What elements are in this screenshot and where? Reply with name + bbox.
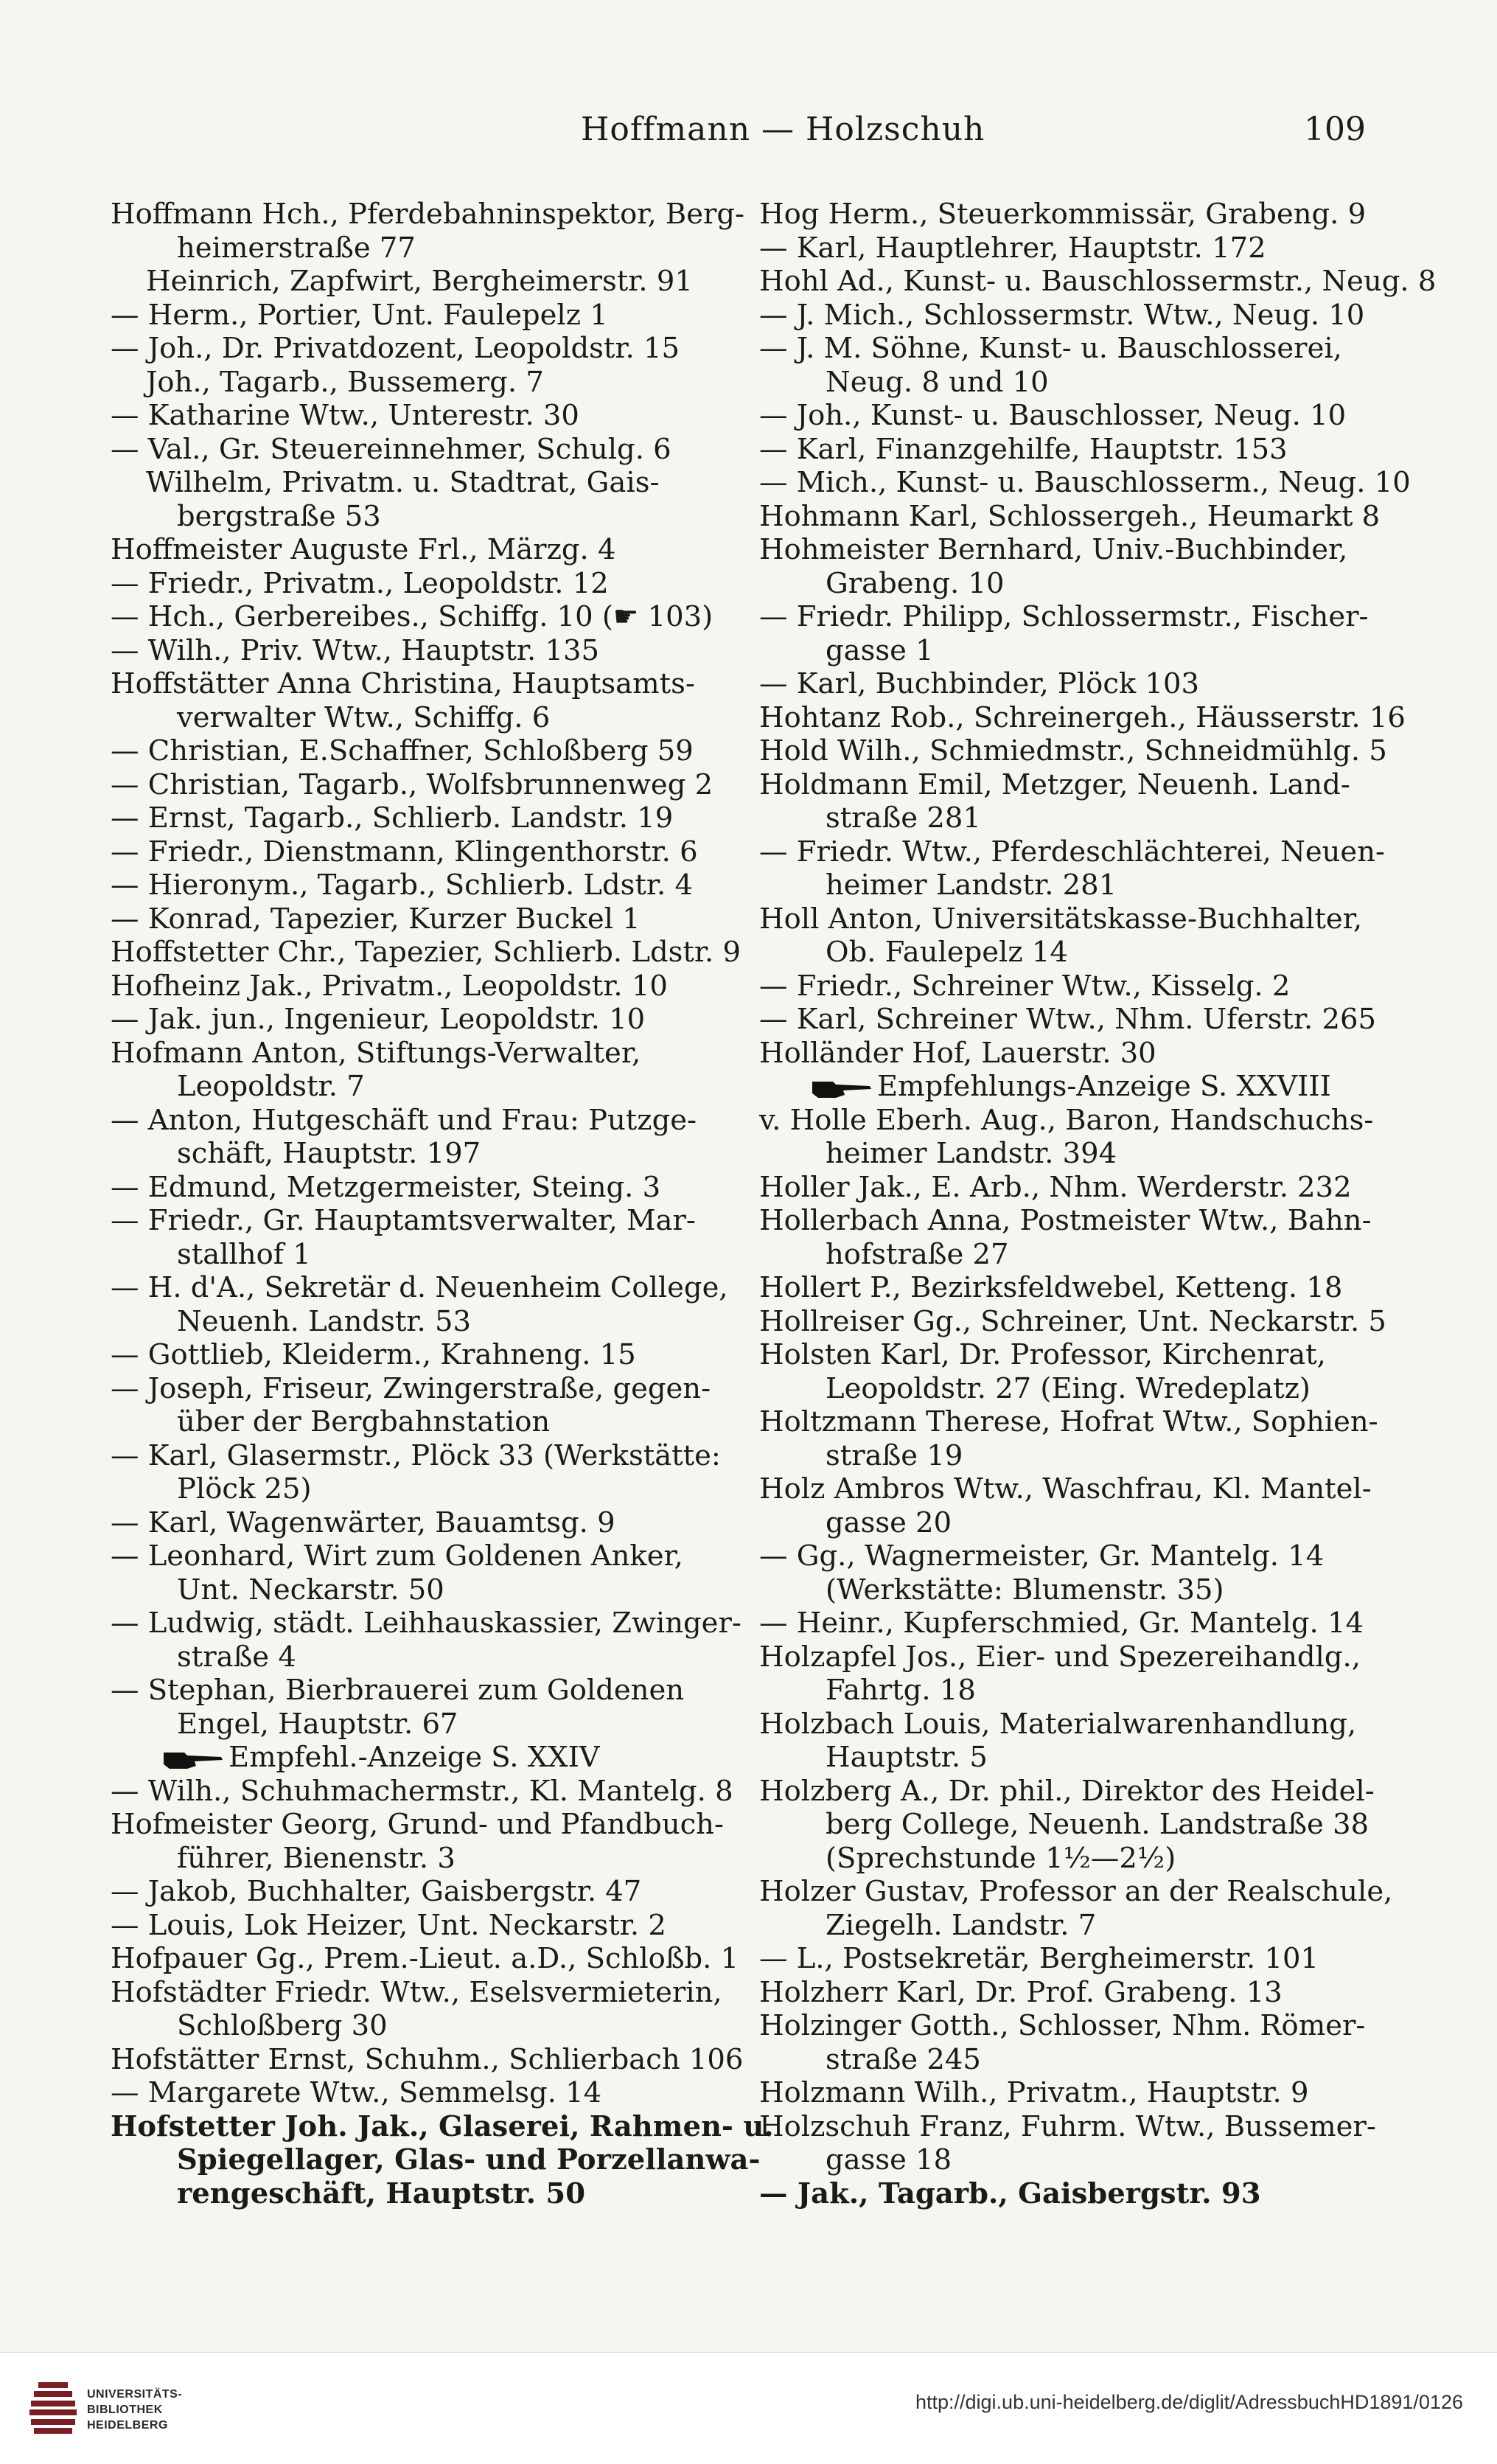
directory-entry-line — [759, 1842, 1364, 1876]
directory-entry-line — [111, 1674, 730, 1708]
entry-text: Hauptstr. 5 — [826, 1741, 988, 1774]
directory-entry-line — [759, 667, 1364, 701]
directory-entry-line — [759, 1942, 1364, 1976]
directory-entry-line — [759, 265, 1437, 299]
directory-entry-line — [111, 1204, 730, 1238]
directory-entry-line — [111, 1372, 730, 1406]
directory-entry-line — [111, 533, 730, 567]
entry-text: Empfehlungs-Anzeige S. XXVIII — [877, 1070, 1331, 1103]
entry-text: Grabeng. 10 — [826, 566, 1005, 600]
directory-entry-line — [759, 2043, 1364, 2077]
entry-text: Hofstädter Friedr. Wtw., Eselsvermieterin, — [111, 1975, 722, 2009]
directory-entry-line — [759, 1640, 1364, 1674]
entry-text: — Wilh., Schuhmachermstr., Kl. Mantelg. 8 — [111, 1774, 733, 1808]
entry-text: — Joh., Kunst- u. Bauschlosser, Neug. 10 — [759, 399, 1347, 432]
entry-text: — Ludwig, städt. Leihhauskassier, Zwinger- — [111, 1607, 741, 1640]
entry-text: — J. M. Söhne, Kunst- u. Bauschlosserei, — [759, 332, 1342, 365]
entry-text: v. Holle Eberh. Aug., Baron, Handschuchs- — [759, 1103, 1374, 1137]
directory-entry-line — [759, 700, 1406, 735]
directory-entry-line — [111, 2177, 730, 2211]
entry-text: Holzapfel Jos., Eier- und Spezereihandlg., — [759, 1640, 1361, 1674]
entry-text: Holländer Hof, Lauerstr. 30 — [759, 1036, 1156, 1070]
directory-entry-line — [759, 1506, 1364, 1540]
directory-entry-line — [111, 1942, 739, 1976]
directory-entry-line — [111, 1070, 730, 1104]
directory-entry-line — [111, 1238, 730, 1272]
entry-text: Hohl Ad., Kunst- u. Bauschlossermstr., Neug. 8 — [759, 265, 1437, 298]
directory-entry-line — [759, 1875, 1393, 1909]
directory-entry-line — [111, 1976, 730, 2010]
entry-text: — Jak. jun., Ingenieur, Leopoldstr. 10 — [111, 1003, 646, 1036]
entry-text: heimerstraße 77 — [177, 231, 416, 265]
entry-text: Leopoldstr. 27 (Eing. Wredeplatz) — [826, 1371, 1311, 1405]
directory-entry-line — [759, 299, 1364, 333]
directory-entry-line — [111, 1271, 730, 1305]
directory-entry-line — [111, 1171, 730, 1205]
directory-entry-line — [759, 835, 1385, 869]
directory-entry-line — [111, 1104, 730, 1138]
entry-text: hofstraße 27 — [826, 1237, 1009, 1271]
entry-text: Hohmann Karl, Schlossergeh., Heumarkt 8 — [759, 499, 1381, 533]
entry-text: Holzmann Wilh., Privatm., Hauptstr. 9 — [759, 2076, 1309, 2109]
directory-entry-line — [759, 1741, 1364, 1775]
entry-text: Holzherr Karl, Dr. Prof. Grabeng. 13 — [759, 1975, 1283, 2009]
directory-entry-line — [111, 500, 730, 534]
library-logo-icon — [29, 2382, 77, 2434]
directory-entry-line — [759, 433, 1364, 467]
directory-entry-line — [111, 1741, 730, 1775]
directory-entry-line — [759, 1271, 1364, 1305]
entry-text: — Karl, Hauptlehrer, Hauptstr. 172 — [759, 231, 1266, 265]
entry-text: straße 19 — [826, 1438, 963, 1472]
entry-text: Neuenh. Landstr. 53 — [177, 1304, 471, 1338]
entry-text: Hofheinz Jak., Privatm., Leopoldstr. 10 — [111, 969, 668, 1003]
entry-text: — J. Mich., Schlossermstr. Wtw., Neug. 10 — [759, 298, 1365, 332]
entry-text: — Hieronym., Tagarb., Schlierb. Ldstr. 4 — [111, 869, 694, 902]
directory-entry-line — [759, 1976, 1364, 2010]
directory-entry-line — [111, 299, 730, 333]
pointing-hand-icon — [162, 1748, 224, 1770]
entry-text: Hoffstätter Anna Christina, Hauptsamts- — [111, 667, 695, 700]
entry-text: Hollreiser Gg., Schreiner, Unt. Neckarstr. 5 — [759, 1304, 1386, 1338]
directory-entry-line — [111, 701, 730, 735]
directory-entry-line — [759, 2009, 1364, 2043]
directory-entry-line — [759, 567, 1364, 601]
entry-text: bergstraße 53 — [177, 499, 381, 533]
directory-entry-line — [759, 1808, 1369, 1842]
directory-entry-line — [111, 1909, 730, 1943]
directory-entry-line — [759, 1774, 1375, 1809]
directory-entry-line — [111, 567, 730, 601]
logo-line: HEIDELBERG — [87, 2419, 168, 2432]
entry-text: Holzberg A., Dr. phil., Direktor des Heidel- — [759, 1774, 1375, 1808]
directory-entry-line — [759, 1003, 1376, 1037]
directory-entry-line — [759, 366, 1364, 400]
pointing-hand-icon — [811, 1077, 873, 1099]
directory-entry-line — [111, 970, 730, 1003]
entry-text: — Joseph, Friseur, Zwingerstraße, gegen- — [111, 1371, 711, 1405]
directory-entry-line — [111, 1506, 730, 1540]
entry-text: — Gg., Wagnermeister, Gr. Mantelg. 14 — [759, 1539, 1325, 1573]
entry-text: — H. d'A., Sekretär d. Neuenheim College, — [111, 1271, 728, 1304]
entry-text: gasse 18 — [826, 2143, 952, 2176]
directory-entry-line — [759, 1070, 1364, 1104]
directory-entry-line — [759, 970, 1364, 1003]
directory-entry-line — [759, 198, 1367, 232]
directory-entry-line — [759, 1238, 1364, 1272]
running-head-title: Hoffmann — Holzschuh — [581, 111, 985, 148]
directory-entry-line — [111, 1003, 730, 1037]
entry-text: straße 245 — [826, 2042, 981, 2076]
running-head — [0, 111, 1497, 155]
directory-entry-line — [759, 2143, 1364, 2177]
directory-entry-line — [111, 399, 730, 433]
entry-text: Hollerbach Anna, Postmeister Wtw., Bahn- — [759, 1204, 1372, 1237]
entry-text: führer, Bienenstr. 3 — [177, 1841, 456, 1875]
directory-entry-line — [111, 1305, 730, 1339]
directory-entry-line — [759, 399, 1364, 433]
entry-text: — Anton, Hutgeschäft und Frau: Putzge- — [111, 1103, 697, 1137]
directory-entry-line — [759, 600, 1369, 634]
entry-text: Hofpauer Gg., Prem.-Lieut. a.D., Schloßb. 1 — [111, 1942, 739, 1975]
directory-entry-line — [759, 2076, 1364, 2110]
directory-entry-line — [759, 1304, 1386, 1339]
directory-entry-line — [111, 835, 730, 869]
directory-entry-line — [111, 600, 730, 634]
directory-entry-line — [111, 198, 745, 232]
entry-text: — Christian, E.Schaffner, Schloßberg 59 — [111, 734, 694, 768]
directory-entry-line — [111, 936, 741, 970]
directory-entry-line — [111, 1137, 730, 1171]
entry-text: straße 281 — [826, 801, 981, 835]
directory-entry-line — [759, 499, 1381, 534]
entry-text: gasse 1 — [826, 633, 934, 667]
entry-text: Unt. Neckarstr. 50 — [177, 1573, 444, 1607]
directory-entry-line — [111, 1640, 730, 1674]
entry-text: Spiegellager, Glas- und Porzellanwa- — [177, 2143, 761, 2176]
directory-entry-line — [111, 634, 730, 668]
directory-entry-line — [111, 869, 730, 902]
entry-text: Plöck 25) — [177, 1472, 312, 1506]
directory-entry-line — [111, 1708, 730, 1741]
entry-text: berg College, Neuenh. Landstraße 38 — [826, 1808, 1369, 1841]
directory-entry-line — [759, 1405, 1378, 1439]
entry-text: Heinrich, Zapfwirt, Bergheimerstr. 91 — [146, 265, 693, 298]
source-url-link[interactable]: http://digi.ub.uni-heidelberg.de/diglit/AdressbuchHD1891/0126 — [915, 2391, 1463, 2413]
entry-text: Holz Ambros Wtw., Waschfrau, Kl. Mantel- — [759, 1472, 1372, 1506]
entry-text: — Friedr., Gr. Hauptamtsverwalter, Mar- — [111, 1204, 696, 1237]
directory-entry-line — [111, 1472, 730, 1506]
entry-text: — Hch., Gerbereibes., Schiffg. 10 (☛ 103) — [111, 600, 713, 633]
entry-text: Ziegelh. Landstr. 7 — [826, 1908, 1097, 1942]
directory-entry-line — [111, 902, 730, 936]
entry-text: — Friedr., Dienstmann, Klingenthorstr. 6 — [111, 835, 698, 869]
directory-entry-line — [111, 2076, 730, 2110]
directory-entry-line — [759, 1037, 1364, 1071]
entry-text: (Werkstätte: Blumenstr. 35) — [826, 1573, 1224, 1607]
entry-text: — Jak., Tagarb., Gaisbergstr. 93 — [759, 2176, 1261, 2210]
directory-entry-line — [759, 1338, 1364, 1372]
entry-text: — Friedr., Schreiner Wtw., Kisselg. 2 — [759, 969, 1291, 1003]
entry-text: gasse 20 — [826, 1506, 952, 1539]
entry-text: Fahrtg. 18 — [826, 1674, 976, 1707]
entry-text: Empfehl.-Anzeige S. XXIV — [228, 1741, 600, 1774]
directory-entry-line — [111, 1439, 730, 1473]
entry-text: (Sprechstunde 1½—2½) — [826, 1841, 1176, 1875]
directory-entry-line — [759, 1372, 1364, 1406]
directory-entry-line — [111, 2042, 744, 2077]
entry-text: — L., Postsekretär, Bergheimerstr. 101 — [759, 1942, 1319, 1975]
entry-text: — Stephan, Bierbrauerei zum Goldenen — [111, 1674, 685, 1707]
directory-entry-line — [759, 332, 1364, 366]
entry-text: Hofstetter Joh. Jak., Glaserei, Rahmen- u. — [111, 2109, 774, 2143]
directory-entry-line — [759, 533, 1364, 567]
directory-entry-line — [111, 366, 730, 400]
entry-text: heimer Landstr. 394 — [826, 1137, 1117, 1170]
entry-text: — Val., Gr. Steuereinnehmer, Schulg. 6 — [111, 432, 671, 466]
directory-entry-line — [759, 2177, 1364, 2211]
entry-text: — Karl, Wagenwärter, Bauamtsg. 9 — [111, 1506, 615, 1539]
library-logo[interactable] — [29, 2382, 251, 2441]
entry-text: rengeschäft, Hauptstr. 50 — [177, 2176, 586, 2210]
directory-entry-line — [759, 232, 1364, 265]
entry-text: Hofmann Anton, Stiftungs-Verwalter, — [111, 1036, 641, 1070]
directory-entry-line — [759, 466, 1411, 500]
entry-text: — Karl, Glasermstr., Plöck 33 (Werkstätte: — [111, 1438, 721, 1472]
directory-entry-line — [111, 734, 730, 768]
directory-entry-line — [111, 466, 730, 500]
entry-text: Hofstätter Ernst, Schuhm., Schlierbach 106 — [111, 2042, 744, 2076]
directory-entry-line — [759, 1573, 1364, 1607]
entry-text: — Friedr. Philipp, Schlossermstr., Fischer- — [759, 600, 1369, 633]
entry-text: Schloßberg 30 — [177, 2009, 388, 2042]
entry-text: Holl Anton, Universitätskasse-Buchhalter, — [759, 902, 1363, 936]
directory-entry-line — [759, 1674, 1364, 1708]
directory-entry-line — [111, 1842, 730, 1876]
entry-text: — Konrad, Tapezier, Kurzer Buckel 1 — [111, 902, 641, 936]
directory-entry-line — [111, 1573, 730, 1607]
directory-entry-line — [111, 332, 730, 366]
entry-text: Wilhelm, Privatm. u. Stadtrat, Gais- — [146, 466, 660, 499]
directory-entry-line — [111, 2009, 730, 2043]
entry-text: — Ernst, Tagarb., Schlierb. Landstr. 19 — [111, 801, 674, 835]
entry-text: — Margarete Wtw., Semmelsg. 14 — [111, 2076, 602, 2109]
directory-entry-line — [759, 1909, 1364, 1943]
entry-text: Holzer Gustav, Professor an der Realschule, — [759, 1875, 1393, 1908]
directory-entry-line — [759, 1607, 1364, 1640]
logo-line: BIBLIOTHEK — [87, 2404, 163, 2416]
directory-entry-line — [111, 2109, 774, 2144]
directory-entry-line — [111, 1037, 730, 1071]
directory-entry-line — [759, 936, 1364, 970]
directory-entry-line — [759, 1439, 1364, 1473]
directory-entry-line — [111, 1875, 730, 1909]
entry-text: Holzinger Gotth., Schlosser, Nhm. Römer- — [759, 2009, 1366, 2042]
entry-text: — Friedr. Wtw., Pferdeschlächterei, Neuen- — [759, 835, 1385, 869]
entry-text: stallhof 1 — [177, 1237, 311, 1271]
entry-text: Joh., Tagarb., Bussemerg. 7 — [146, 365, 544, 399]
entry-text: — Herm., Portier, Unt. Faulepelz 1 — [111, 298, 608, 332]
entry-text: — Louis, Lok Heizer, Unt. Neckarstr. 2 — [111, 1908, 666, 1942]
entry-text: Engel, Hauptstr. 67 — [177, 1707, 458, 1741]
entry-text: Holtzmann Therese, Hofrat Wtw., Sophien- — [759, 1405, 1378, 1438]
entry-text: schäft, Hauptstr. 197 — [177, 1137, 481, 1170]
entry-text: Hofmeister Georg, Grund- und Pfandbuch- — [111, 1808, 724, 1841]
entry-text: — Mich., Kunst- u. Bauschlosserm., Neug. 10 — [759, 466, 1411, 499]
directory-entry-line — [111, 265, 730, 299]
entry-text: Leopoldstr. 7 — [177, 1070, 365, 1103]
entry-text: über der Bergbahnstation — [177, 1405, 551, 1438]
library-logo-text — [87, 2387, 182, 2433]
entry-text: Hoffmeister Auguste Frl., Märzg. 4 — [111, 533, 616, 566]
directory-entry-line — [759, 1472, 1372, 1506]
footer-bar — [0, 2352, 1497, 2464]
entry-text: Hohmeister Bernhard, Univ.-Buchbinder, — [759, 533, 1348, 566]
directory-entry-line — [759, 2109, 1376, 2144]
directory-entry-line — [111, 667, 730, 701]
entry-text: Holler Jak., E. Arb., Nhm. Werderstr. 232 — [759, 1170, 1352, 1204]
directory-entry-line — [111, 1539, 730, 1573]
entry-text: — Gottlieb, Kleiderm., Krahneng. 15 — [111, 1338, 636, 1371]
entry-text: — Karl, Buchbinder, Plöck 103 — [759, 667, 1199, 700]
entry-text: — Jakob, Buchhalter, Gaisbergstr. 47 — [111, 1875, 642, 1908]
directory-entry-line — [759, 902, 1364, 936]
directory-entry-line — [111, 1338, 730, 1372]
entry-text: — Christian, Tagarb., Wolfsbrunnenweg 2 — [111, 768, 713, 801]
directory-entry-line — [759, 734, 1387, 768]
directory-entry-line — [111, 2143, 761, 2177]
directory-entry-line — [111, 1607, 741, 1640]
directory-entry-line — [111, 1774, 733, 1809]
entry-text: Hoffmann Hch., Pferdebahninspektor, Berg- — [111, 198, 745, 231]
entry-text: straße 4 — [177, 1640, 296, 1674]
directory-entry-line — [759, 1204, 1372, 1238]
directory-entry-line — [111, 1808, 730, 1842]
directory-entry-line — [111, 232, 730, 265]
directory-entry-line — [759, 1539, 1364, 1573]
entry-text: — Edmund, Metzgermeister, Steing. 3 — [111, 1170, 661, 1204]
directory-entry-line — [111, 1405, 730, 1439]
directory-entry-line — [759, 1708, 1364, 1741]
entry-text: Holzschuh Franz, Fuhrm. Wtw., Bussemer- — [759, 2109, 1376, 2143]
directory-entry-line — [111, 768, 730, 802]
right-column — [759, 198, 1437, 2210]
entry-text: Holzbach Louis, Materialwarenhandlung, — [759, 1707, 1357, 1741]
entry-text: — Joh., Dr. Privatdozent, Leopoldstr. 15 — [111, 332, 680, 365]
page-number: 109 — [1304, 111, 1366, 148]
entry-text: — Karl, Finanzgehilfe, Hauptstr. 153 — [759, 432, 1288, 466]
logo-line: UNIVERSITÄTS- — [87, 2388, 183, 2401]
entry-text: Holsten Karl, Dr. Professor, Kirchenrat, — [759, 1338, 1326, 1371]
entry-text: — Katharine Wtw., Unterestr. 30 — [111, 399, 579, 432]
directory-entry-line — [759, 634, 1364, 668]
entry-text: Hold Wilh., Schmiedmstr., Schneidmühlg. 5 — [759, 734, 1387, 768]
directory-entry-line — [759, 1137, 1364, 1171]
directory-entry-line — [759, 869, 1364, 902]
entry-text: — Heinr., Kupferschmied, Gr. Mantelg. 14 — [759, 1607, 1364, 1640]
left-column — [111, 198, 774, 2210]
entry-text: — Leonhard, Wirt zum Goldenen Anker, — [111, 1539, 683, 1573]
entry-text: heimer Landstr. 281 — [826, 869, 1117, 902]
entry-text: Ob. Faulepelz 14 — [826, 936, 1068, 969]
entry-text: — Friedr., Privatm., Leopoldstr. 12 — [111, 566, 609, 600]
directory-entry-line — [759, 1171, 1364, 1205]
entry-text: Hog Herm., Steuerkommissär, Grabeng. 9 — [759, 198, 1367, 231]
directory-entry-line — [111, 801, 730, 835]
entry-text: Hoffstetter Chr., Tapezier, Schlierb. Ldstr. 9 — [111, 936, 741, 969]
entry-text: — Karl, Schreiner Wtw., Nhm. Uferstr. 265 — [759, 1003, 1376, 1036]
entry-text: Holdmann Emil, Metzger, Neuenh. Land- — [759, 768, 1350, 801]
directory-entry-line — [111, 433, 730, 467]
entry-text: — Wilh., Priv. Wtw., Hauptstr. 135 — [111, 633, 599, 667]
entry-text: Hohtanz Rob., Schreinergeh., Häusserstr. 16 — [759, 700, 1406, 734]
directory-entry-line — [759, 1103, 1374, 1138]
directory-entry-line — [759, 768, 1364, 802]
entry-text: Neug. 8 und 10 — [826, 365, 1049, 399]
entry-text: verwalter Wtw., Schiffg. 6 — [177, 700, 551, 734]
directory-entry-line — [759, 801, 1364, 835]
entry-text: Hollert P., Bezirksfeldwebel, Ketteng. 18 — [759, 1271, 1343, 1304]
